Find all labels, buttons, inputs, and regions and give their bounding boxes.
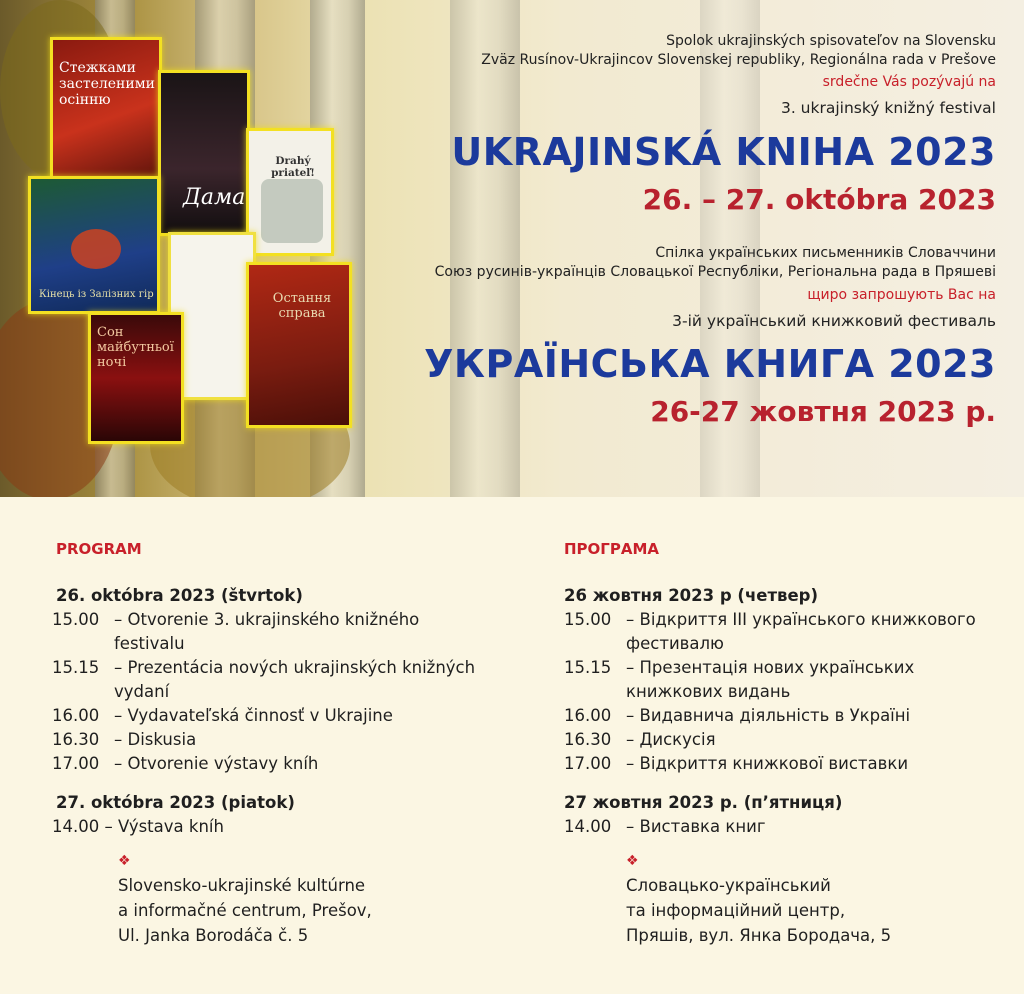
- birch-trunk: [450, 0, 520, 497]
- program-title: ПРОГРАМА: [564, 540, 659, 558]
- day-heading: 26. októbra 2023 (štvrtok): [56, 586, 303, 605]
- time: 14.00: [564, 817, 612, 836]
- schedule-row: [52, 704, 476, 728]
- book-cover: [246, 128, 334, 256]
- event: – Дискусія: [626, 730, 716, 749]
- book-cover: [28, 176, 160, 314]
- book-title: Дама: [183, 185, 246, 210]
- book-title: Остання справа: [272, 291, 332, 321]
- event: – Otvorenie 3. ukrajinského knižného festivalu: [114, 610, 420, 653]
- org-line-2-ua: Союз русинів-українців Словацької Республіки, Регіональна рада в Пряшеві: [434, 264, 996, 280]
- venue-line: a informačné centrum, Prešov,: [118, 901, 372, 920]
- day-heading: 26 жовтня 2023 р (четвер): [564, 586, 819, 605]
- event: – Vydavateľská činnosť v Ukrajine: [114, 706, 393, 725]
- org-line-1-ua: Спілка українських письменників Словаччини: [655, 245, 996, 261]
- program-sk: [52, 540, 476, 948]
- ornament-icon: ❖: [118, 853, 131, 869]
- schedule-row: [564, 728, 1004, 752]
- day-heading: 27. októbra 2023 (piatok): [56, 793, 295, 812]
- schedule-row: [52, 752, 476, 776]
- time: 17.00: [52, 754, 100, 773]
- invite-text: srdečne Vás pozývajú na: [822, 74, 996, 90]
- book-cover: [158, 70, 250, 236]
- book-illustration: [261, 179, 323, 243]
- festival-dates: 26. – 27. októbra 2023: [642, 183, 996, 216]
- schedule-row: [564, 704, 1004, 728]
- festival-subtitle: 3. ukrajinský knižný festival: [780, 99, 996, 117]
- time: 15.15: [52, 658, 100, 677]
- org-line-1: Spolok ukrajinských spisovateľov na Slovensku: [666, 33, 996, 49]
- schedule-row: [52, 656, 476, 704]
- book-cover: [50, 37, 162, 185]
- book-title: Кінець із Залізних гір: [39, 289, 154, 300]
- ornament-icon: ❖: [626, 853, 639, 869]
- festival-title: UKRAJINSKÁ KNIHA 2023: [451, 130, 996, 174]
- program-title: PROGRAM: [56, 540, 142, 558]
- day-heading: 27 жовтня 2023 р. (п’ятниця): [564, 793, 843, 812]
- program-ua: [564, 540, 1004, 948]
- book-title: Стежками застеленими осінню: [59, 60, 155, 108]
- venue-line: Slovensko-ukrajinské kultúrne: [118, 876, 366, 895]
- venue-address: [118, 873, 476, 948]
- schedule-row: [52, 608, 476, 656]
- time: 16.30: [564, 730, 612, 749]
- venue-line: Словацько-український: [626, 876, 831, 895]
- time: 17.00: [564, 754, 612, 773]
- schedule-row: [564, 815, 1004, 839]
- time: 16.30: [52, 730, 100, 749]
- venue-line: та інформаційний центр,: [626, 901, 846, 920]
- event: – Відкриття III українського книжкового фестивалю: [626, 610, 976, 653]
- time: 16.00: [52, 706, 100, 725]
- schedule-row: 14.00 – Výstava kníh: [52, 817, 224, 836]
- schedule-row: [564, 752, 1004, 776]
- invite-text-ua: щиро запрошують Вас на: [807, 287, 996, 303]
- event: – Prezentácia nových ukrajinských knižných vydaní: [114, 658, 476, 701]
- event: – Diskusia: [114, 730, 197, 749]
- venue-address: [626, 873, 1004, 948]
- book-cover: [88, 312, 184, 444]
- book-title: Drahý priateľ!: [271, 155, 315, 179]
- festival-subtitle-ua: 3-ій український книжковий фестиваль: [672, 312, 996, 330]
- time: 15.00: [564, 610, 612, 629]
- org-line-2: Zväz Rusínov-Ukrajincov Slovenskej republiky, Regionálna rada v Prešove: [481, 52, 996, 68]
- time: 15.00: [52, 610, 100, 629]
- schedule-row: [564, 656, 1004, 704]
- time: 15.15: [564, 658, 612, 677]
- event: – Otvorenie výstavy kníh: [114, 754, 319, 773]
- event: – Відкриття книжкової виставки: [626, 754, 909, 773]
- festival-dates-ua: 26-27 жовтня 2023 р.: [650, 395, 996, 428]
- schedule-row: [564, 608, 1004, 656]
- festival-title-ua: УКРАЇНСЬКА КНИГА 2023: [424, 342, 996, 386]
- book-cover: [246, 262, 352, 428]
- schedule-row: [52, 728, 476, 752]
- event: – Видавнича діяльність в Україні: [626, 706, 911, 725]
- book-title: Сон майбутньої ночі: [97, 325, 174, 370]
- event: – Виставка книг: [626, 817, 766, 836]
- book-illustration: [71, 229, 121, 269]
- venue-line: Пряшів, вул. Янка Бородача, 5: [626, 926, 892, 945]
- venue-line: Ul. Janka Borodáča č. 5: [118, 926, 309, 945]
- event: – Презентація нових українських книжкових видань: [626, 658, 915, 701]
- time: 16.00: [564, 706, 612, 725]
